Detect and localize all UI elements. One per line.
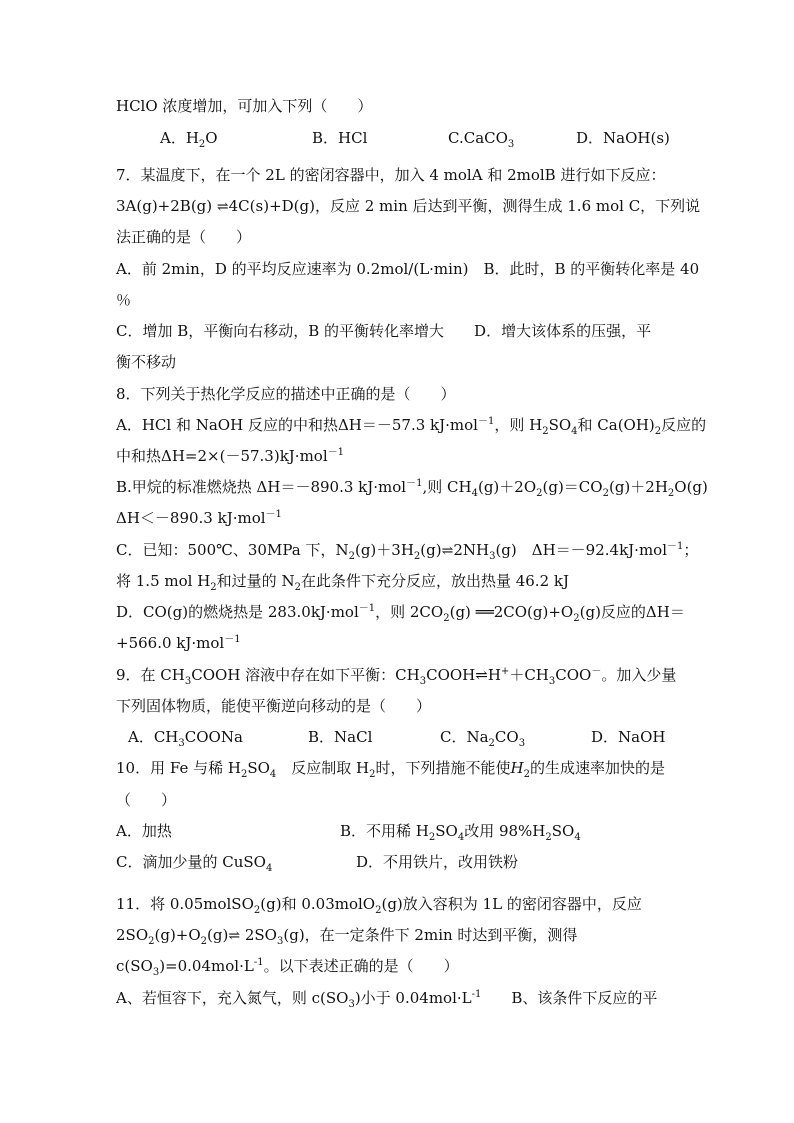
q8-option-a-line2: 中和热ΔH=2×(－57.3)kJ·mol$^{-1}$: [116, 447, 344, 465]
q9-stem-line2: 下列固体物质，能使平衡逆向移动的是（ ）: [116, 697, 432, 715]
q6-option-a: A．$H_2O$: [160, 129, 218, 150]
q7-options-cd-cont: 衡不移动: [116, 353, 177, 371]
q10-option-b: B．不用稀 $H_2SO_4$改用 $98\%H_2SO_4$: [340, 822, 581, 843]
q8-option-d-line1: D．CO(g)的燃烧热是 283.0kJ·mol$^{-1}$，则 $2CO_2(g)$ $══2CO(g)+O_2(g)$反应的ΔH＝: [116, 603, 685, 624]
q10-stem-line2: （ ）: [116, 791, 177, 809]
q8-option-c-line1: C．已知：500℃、30MPa 下，$N_2(g)+3H_2(g)\rightleftharpoons 2NH_3(g)$ ΔH＝－92.4kJ·mol$^{-1}$；: [116, 541, 699, 562]
q7-equation: 3A(g)+2B(g) ⇌4C(s)+D(g)，反应 2 min 后达到平衡，测得生成 1.6 mol C，下列说: [116, 197, 701, 215]
equilibrium-arrow-icon: ⇌: [228, 928, 241, 944]
q10-option-c: C．滴加少量的 CuSO$_4$: [116, 853, 273, 874]
q6-option-b: B．HCl: [312, 129, 368, 147]
q7-stem-end: 法正确的是（ ）: [116, 228, 252, 246]
q7-options-cd: C．增加 B，平衡向右移动，B 的平衡转化率增大 D．增大该体系的压强，平: [116, 322, 652, 340]
q11-stem-line3: $c(SO_3)=0.04mol\cdot L^{-1}$。以下表述正确的是（ ）: [116, 957, 459, 978]
q6-option-c: C.CaCO$_3$: [448, 129, 515, 150]
q9-option-d: D．NaOH: [591, 728, 666, 746]
q9-stem-line1: 9．在 $CH_3COOH$ 溶液中存在如下平衡：$CH_3COOH\rightleftharpoons H^++CH_3COO^-$。加入少量: [116, 666, 677, 687]
q6-option-d: D．NaOH(s): [576, 129, 670, 147]
q7-options-ab-cont: ％: [116, 291, 132, 309]
q10-option-a: A．加热: [116, 822, 172, 840]
q6-stem: HClO 浓度增加，可加入下列（ ）: [116, 97, 373, 115]
q8-option-b-line1: B.甲烷的标准燃烧热 ΔH＝－890.3 kJ·mol$^{-1}$,则 $CH_4(g)+2O_2(g)=CO_2(g)+2H_2O(g)$: [116, 478, 708, 499]
q8-option-a-line1: A．HCl 和 NaOH 反应的中和热ΔH＝－57.3 kJ·mol$^{-1}$，则 $H_2SO_4$和 $Ca(OH)_2$反应的: [116, 416, 707, 437]
equilibrium-arrow-icon: ⇌: [441, 543, 454, 559]
q11-stem-line1: 11．将 0.05molSO$_2$(g)和 0.03molO$_2$(g)放入容积为 1L 的密闭容器中，反应: [116, 895, 642, 916]
q9-option-c: C．$Na_2CO_3$: [440, 728, 526, 749]
q7-stem: 7．某温度下，在一个 2L 的密闭容器中，加入 4 molA 和 2molB 进行如下反应：: [116, 166, 666, 184]
q11-equation: $2SO_2(g)+O_2(g)\rightleftharpoons$ $2SO_3(g)$，在一定条件下 2min 时达到平衡，测得: [116, 926, 578, 947]
q8-option-d-line2: +566.0 kJ·mol$^{-1}$: [116, 634, 241, 652]
q9-option-b: B．NaCl: [308, 728, 373, 746]
q7-options-ab: A．前 2min，D 的平均反应速率为 0.2mol/(L·min) B．此时，B 的平衡转化率是 40: [116, 260, 700, 278]
q8-option-b-line2: ΔH＜－890.3 kJ·mol$^{-1}$: [116, 509, 282, 527]
q9-option-a: A．$CH_3COONa$: [128, 728, 243, 749]
q10-option-d: D．不用铁片，改用铁粉: [356, 853, 519, 871]
q11-options-ab: A、若恒容下，充入氮气，则 $c(SO_3)$小于 $0.04mol\cdot L^{-1}$ B、该条件下反应的平: [116, 989, 658, 1010]
q8-option-c-line2: 将 1.5 mol $H_2$和过量的 $N_2$在此条件下充分反应，放出热量 46.2 kJ: [116, 572, 569, 593]
equilibrium-arrow-icon: ⇌: [216, 199, 229, 215]
q10-stem-line1: 10．用 Fe 与稀 $H_2SO_4$ 反应制取 $H_2$时，下列措施不能使$H_2$的生成速率加快的是: [116, 759, 665, 780]
q8-stem: 8．下列关于热化学反应的描述中正确的是（ ）: [116, 385, 456, 403]
